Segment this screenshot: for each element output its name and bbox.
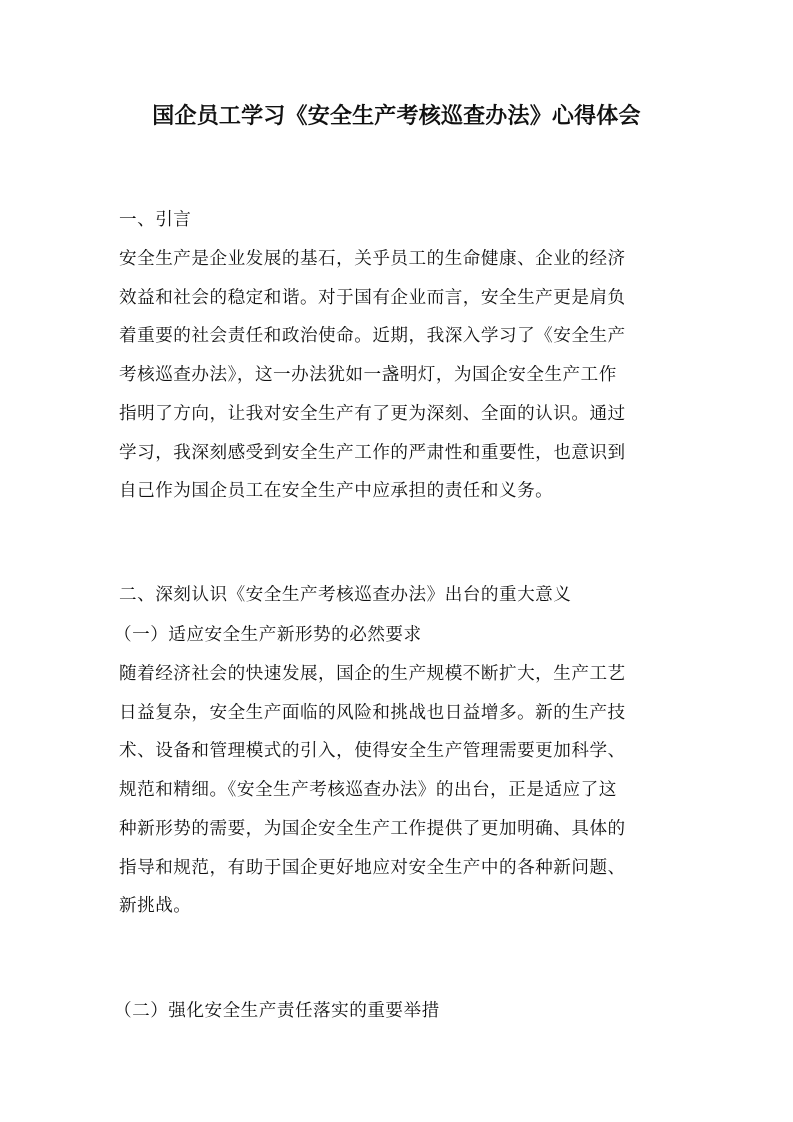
paragraph-line: 术、设备和管理模式的引入，使得安全生产管理需要更加科学、 [119,741,626,762]
paragraph-line: 指导和规范，有助于国企更好地应对安全生产中的各种新问题、 [119,857,626,878]
document-title: 国企员工学习《安全生产考核巡查办法》心得体会 [152,103,641,129]
paragraph-line: 学习，我深刻感受到安全生产工作的严肃性和重要性，也意识到 [119,442,626,463]
paragraph-line: 自己作为国企员工在安全生产中应承担的责任和义务。 [119,481,554,502]
paragraph-line: 效益和社会的稳定和谐。对于国有企业而言，安全生产更是肩负 [119,287,626,308]
section-1-paragraph [119,240,679,511]
paragraph-line: 指明了方向，让我对安全生产有了更为深刻、全面的认识。通过 [119,403,626,424]
paragraph-line: 日益复杂，安全生产面临的风险和挑战也日益增多。新的生产技 [119,702,626,723]
subsection-2-heading: （二）强化安全生产责任落实的重要举措 [114,1001,440,1021]
paragraph-line: 规范和精细。《安全生产考核巡查办法》的出台，正是适应了这 [119,780,617,801]
paragraph-line: 新挑战。 [119,896,192,917]
section-2-heading: 二、深刻认识《安全生产考核巡查办法》出台的重大意义 [119,585,572,605]
section-1-heading: 一、引言 [119,210,192,230]
paragraph-line: 种新形势的需要，为国企安全生产工作提供了更加明确、具体的 [119,818,626,839]
paragraph-line: 着重要的社会责任和政治使命。近期，我深入学习了《安全生产 [119,326,626,347]
paragraph-line: 安全生产是企业发展的基石，关乎员工的生命健康、企业的经济 [119,249,626,269]
subsection-1-paragraph [119,655,679,926]
paragraph-line: 随着经济社会的快速发展，国企的生产规模不断扩大，生产工艺 [119,664,626,684]
paragraph-line: 考核巡查办法》，这一办法犹如一盏明灯，为国企安全生产工作 [119,365,617,386]
subsection-1-heading: （一）适应安全生产新形势的必然要求 [114,625,422,645]
